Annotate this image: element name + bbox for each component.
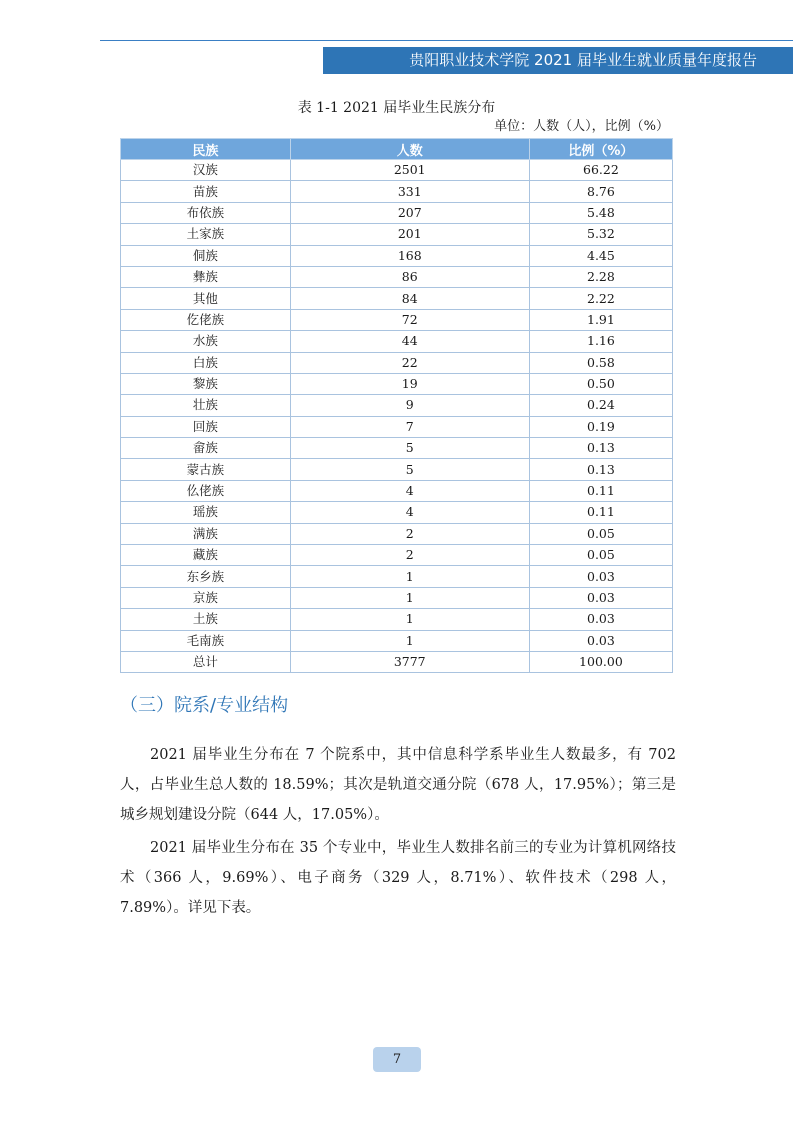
cell-count: 9 <box>290 395 529 416</box>
table-row <box>121 438 673 459</box>
cell-ethnicity: 水族 <box>121 331 291 352</box>
cell-ethnicity: 土家族 <box>121 224 291 245</box>
cell-count: 1 <box>290 609 529 630</box>
table-header-row <box>121 139 673 160</box>
table-row <box>121 523 673 544</box>
table-row <box>121 459 673 480</box>
cell-count: 86 <box>290 266 529 287</box>
cell-ethnicity: 畲族 <box>121 438 291 459</box>
cell-ratio: 0.11 <box>529 502 672 523</box>
table-row <box>121 373 673 394</box>
cell-count: 201 <box>290 224 529 245</box>
cell-ratio: 100.00 <box>529 651 672 672</box>
cell-count: 22 <box>290 352 529 373</box>
cell-ethnicity: 苗族 <box>121 181 291 202</box>
cell-ratio: 5.32 <box>529 224 672 245</box>
cell-count: 1 <box>290 630 529 651</box>
cell-count: 5 <box>290 438 529 459</box>
column-header-count: 人数 <box>290 139 529 160</box>
cell-count: 2 <box>290 523 529 544</box>
cell-count: 1 <box>290 566 529 587</box>
cell-ratio: 0.58 <box>529 352 672 373</box>
cell-ratio: 66.22 <box>529 160 672 181</box>
cell-ethnicity: 蒙古族 <box>121 459 291 480</box>
table-row <box>121 266 673 287</box>
cell-count: 84 <box>290 288 529 309</box>
cell-count: 168 <box>290 245 529 266</box>
cell-ratio: 1.16 <box>529 331 672 352</box>
cell-ratio: 2.28 <box>529 266 672 287</box>
cell-ratio: 0.03 <box>529 587 672 608</box>
cell-ratio: 0.03 <box>529 630 672 651</box>
cell-count: 5 <box>290 459 529 480</box>
cell-ratio: 8.76 <box>529 181 672 202</box>
cell-ethnicity: 白族 <box>121 352 291 373</box>
cell-ethnicity: 满族 <box>121 523 291 544</box>
cell-ethnicity: 汉族 <box>121 160 291 181</box>
cell-count: 3777 <box>290 651 529 672</box>
cell-ethnicity: 仫佬族 <box>121 480 291 501</box>
table-row <box>121 245 673 266</box>
table-unit-note: 单位：人数（人），比例（%） <box>494 119 669 134</box>
cell-ethnicity: 东乡族 <box>121 566 291 587</box>
table-row <box>121 395 673 416</box>
cell-count: 2 <box>290 545 529 566</box>
cell-count: 72 <box>290 309 529 330</box>
cell-ratio: 0.03 <box>529 609 672 630</box>
cell-ethnicity: 瑶族 <box>121 502 291 523</box>
table-row <box>121 587 673 608</box>
cell-ratio: 2.22 <box>529 288 672 309</box>
cell-ratio: 0.13 <box>529 438 672 459</box>
cell-ratio: 1.91 <box>529 309 672 330</box>
header-divider <box>100 40 793 41</box>
cell-ratio: 0.05 <box>529 523 672 544</box>
table-row <box>121 309 673 330</box>
cell-count: 19 <box>290 373 529 394</box>
table-row <box>121 181 673 202</box>
cell-ethnicity: 壮族 <box>121 395 291 416</box>
cell-ethnicity: 彝族 <box>121 266 291 287</box>
table-row <box>121 288 673 309</box>
cell-ratio: 4.45 <box>529 245 672 266</box>
column-header-ethnicity: 民族 <box>121 139 291 160</box>
cell-ethnicity: 京族 <box>121 587 291 608</box>
table-row <box>121 202 673 223</box>
cell-ethnicity: 侗族 <box>121 245 291 266</box>
cell-ethnicity: 布依族 <box>121 202 291 223</box>
cell-ethnicity: 总计 <box>121 651 291 672</box>
table-body <box>121 160 673 673</box>
cell-count: 331 <box>290 181 529 202</box>
cell-ethnicity: 毛南族 <box>121 630 291 651</box>
cell-ratio: 0.50 <box>529 373 672 394</box>
cell-ethnicity: 回族 <box>121 416 291 437</box>
cell-count: 4 <box>290 480 529 501</box>
cell-count: 4 <box>290 502 529 523</box>
report-header-title: 贵阳职业技术学院 2021 届毕业生就业质量年度报告 <box>323 47 793 74</box>
cell-ratio: 0.19 <box>529 416 672 437</box>
cell-ethnicity: 藏族 <box>121 545 291 566</box>
table-row <box>121 502 673 523</box>
cell-ratio: 0.24 <box>529 395 672 416</box>
cell-ratio: 0.05 <box>529 545 672 566</box>
cell-count: 7 <box>290 416 529 437</box>
cell-count: 1 <box>290 587 529 608</box>
cell-count: 44 <box>290 331 529 352</box>
cell-ratio: 5.48 <box>529 202 672 223</box>
column-header-ratio: 比例（%） <box>529 139 672 160</box>
page-number: 7 <box>373 1047 421 1072</box>
table-row <box>121 545 673 566</box>
table-row <box>121 160 673 181</box>
cell-ratio: 0.13 <box>529 459 672 480</box>
table-row <box>121 566 673 587</box>
table-row <box>121 331 673 352</box>
table-row <box>121 416 673 437</box>
cell-ethnicity: 仡佬族 <box>121 309 291 330</box>
cell-count: 2501 <box>290 160 529 181</box>
cell-ethnicity: 土族 <box>121 609 291 630</box>
cell-ratio: 0.03 <box>529 566 672 587</box>
table-row <box>121 630 673 651</box>
table-row <box>121 224 673 245</box>
cell-count: 207 <box>290 202 529 223</box>
table-row <box>121 352 673 373</box>
table-row <box>121 480 673 501</box>
paragraph-major-structure: 2021 届毕业生分布在 35 个专业中，毕业生人数排名前三的专业为计算机网络技术（366 人，9.69%）、电子商务（329 人，8.71%）、软件技术（298 人，7.89%）。详见下表。 <box>120 840 676 916</box>
table-caption: 表 1-1 2021 届毕业生民族分布 <box>297 100 496 116</box>
table-row <box>121 651 673 672</box>
paragraph-department-structure: 2021 届毕业生分布在 7 个院系中，其中信息科学系毕业生人数最多，有 702 人，占毕业生总人数的 18.59%；其次是轨道交通分院（678 人，17.95%）；第三是城乡规划建设分院（644 人，17.05%）。 <box>120 747 676 823</box>
cell-ratio: 0.11 <box>529 480 672 501</box>
table-row <box>121 609 673 630</box>
cell-ethnicity: 其他 <box>121 288 291 309</box>
cell-ethnicity: 黎族 <box>121 373 291 394</box>
ethnicity-table <box>120 138 673 673</box>
section-heading: （三）院系/专业结构 <box>120 695 289 716</box>
